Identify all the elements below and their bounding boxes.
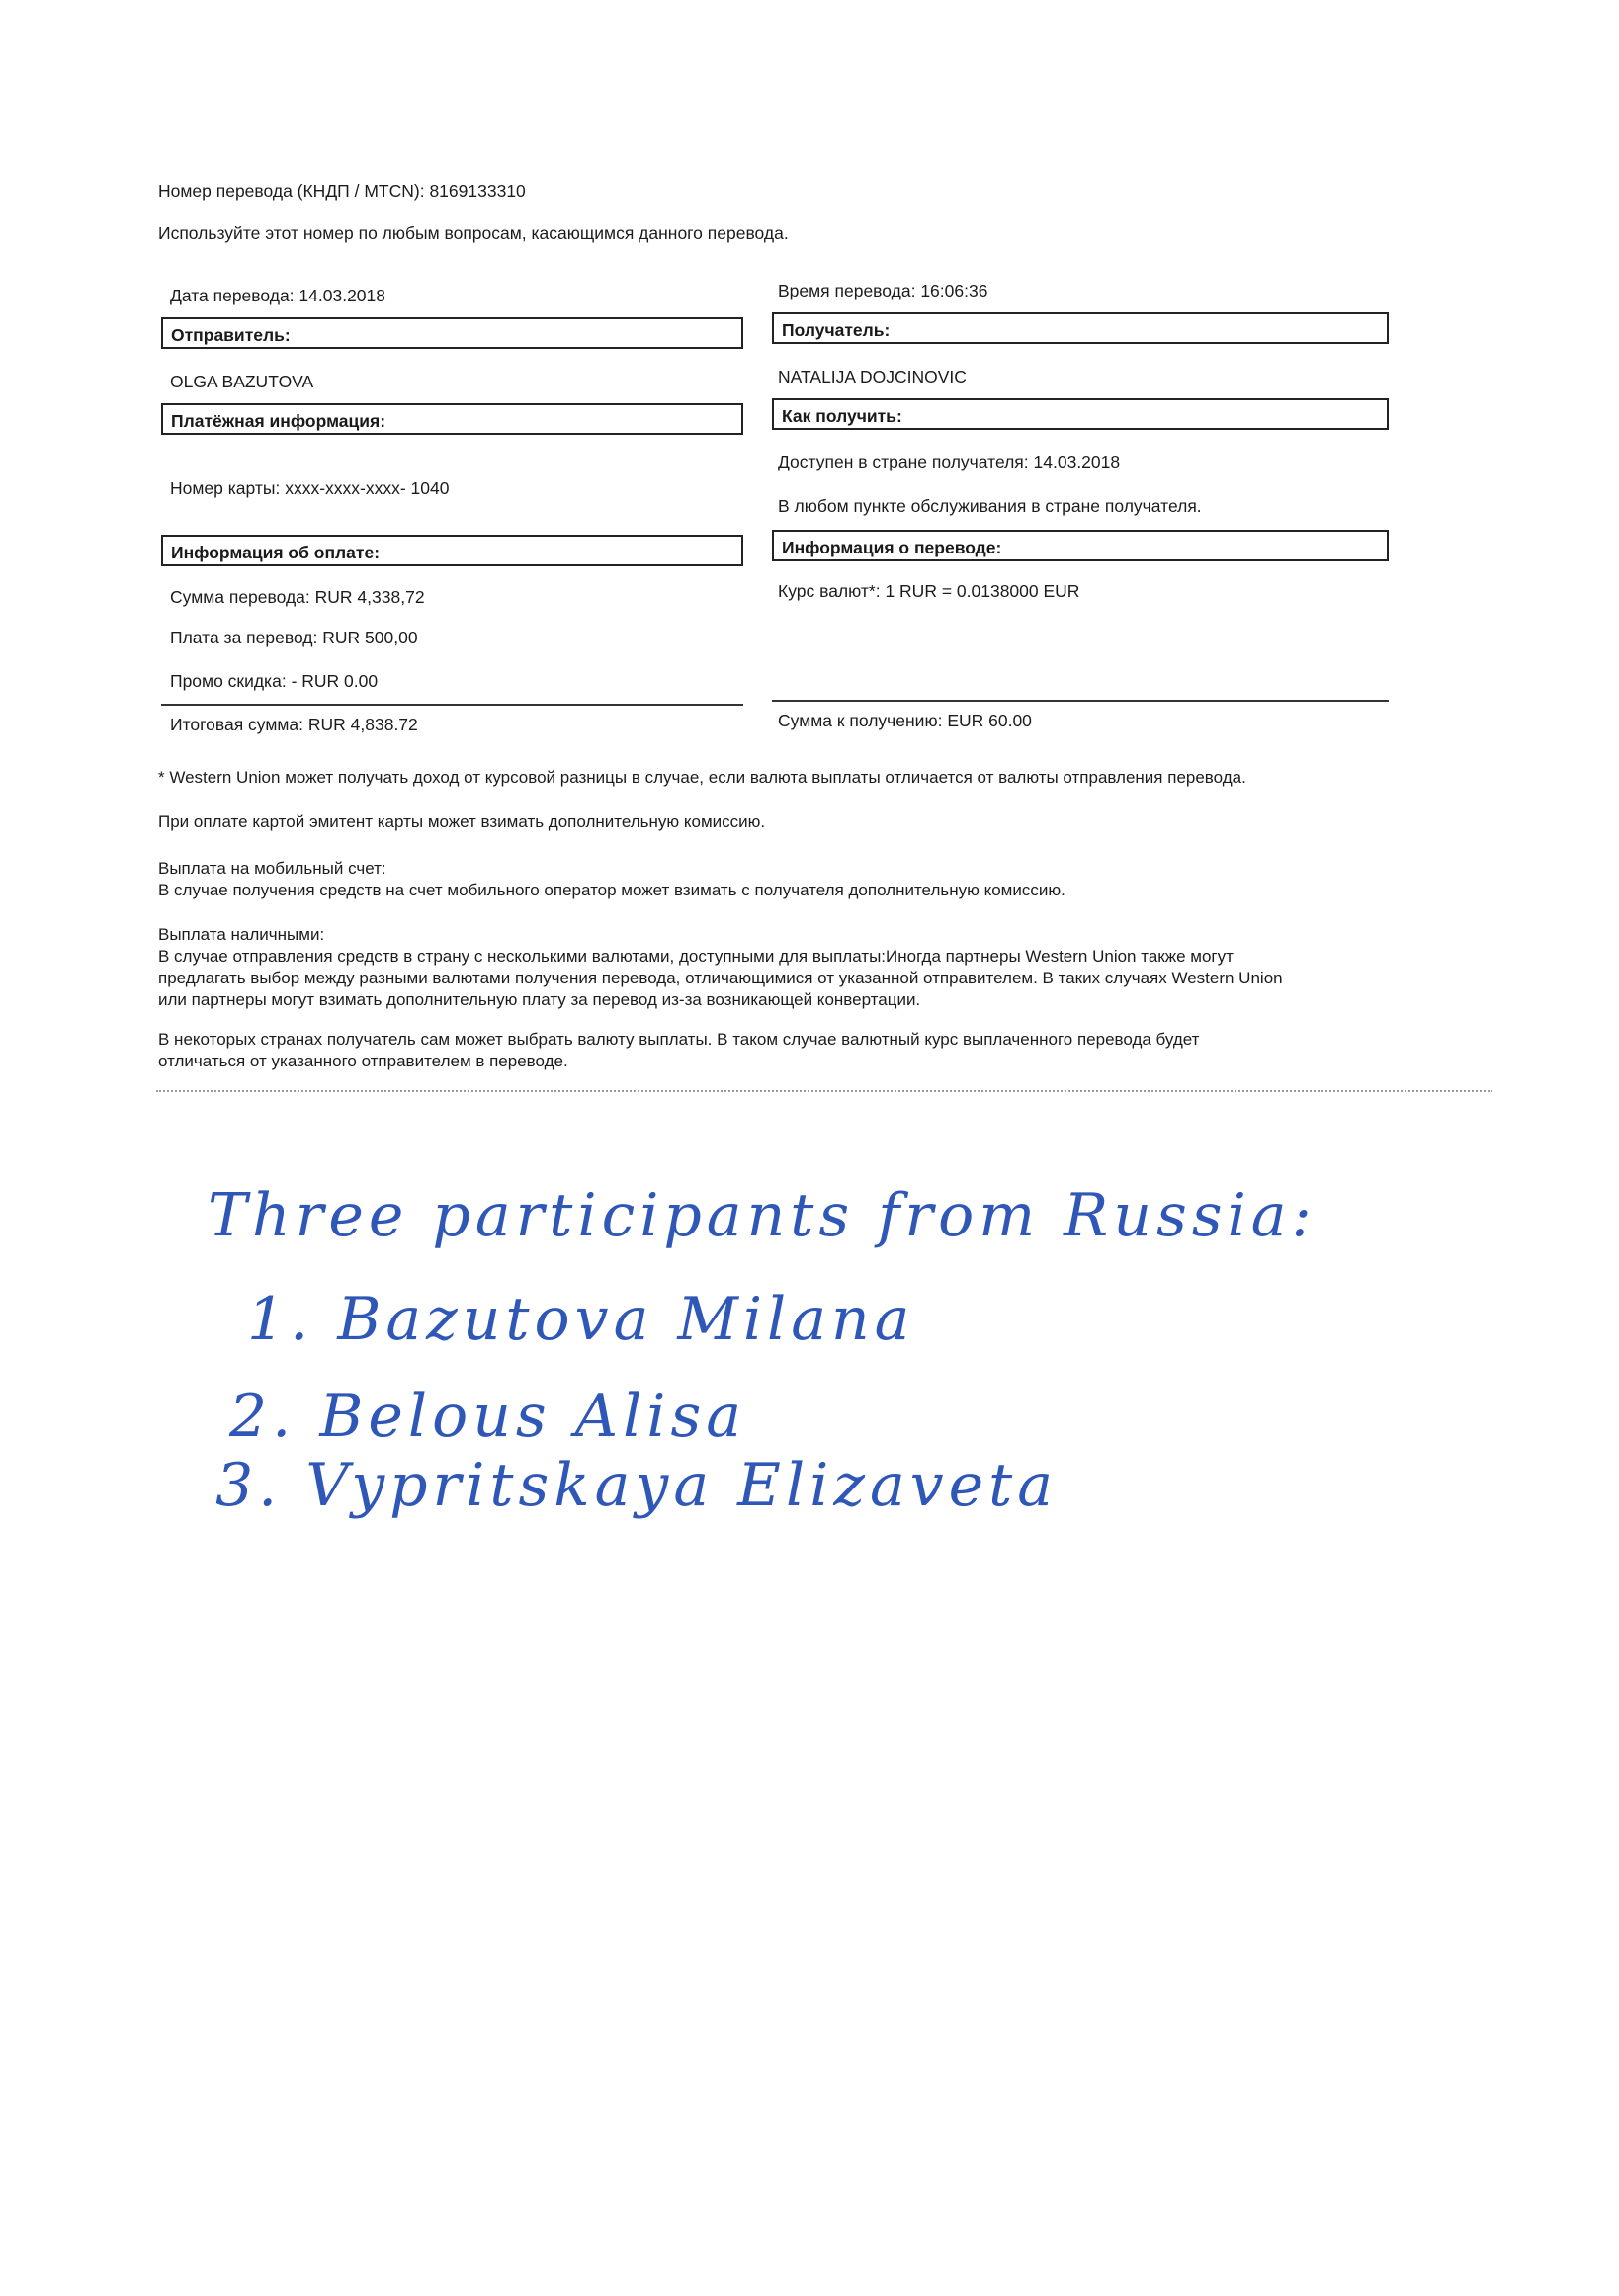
receiver-header: Получатель:	[772, 312, 1389, 344]
rate-label: Курс валют*:	[778, 581, 881, 601]
note-exchange	[158, 767, 1246, 789]
note-card-fee-text: При оплате картой эмитент карты может взимать дополнительную комиссию.	[158, 812, 766, 831]
card-value: xxxx-xxxx-xxxx- 1040	[285, 478, 450, 498]
note-mobile	[158, 858, 1065, 901]
any-service-point: В любом пункте обслуживания в стране получателя.	[778, 496, 1202, 516]
transfer-fee	[170, 628, 418, 648]
available-label: Доступен в стране получателя:	[778, 452, 1029, 471]
promo-discount	[170, 671, 378, 692]
promo-value: - RUR 0.00	[291, 671, 379, 691]
handwritten-participant: 2. Belous Alisa	[229, 1382, 747, 1451]
handwritten-heading: Three participants from Russia:	[208, 1181, 1317, 1250]
promo-label: Промо скидка:	[170, 671, 287, 691]
transfer-time-label: Время перевода:	[778, 281, 916, 300]
card-number	[170, 478, 449, 499]
payment-header: Платёжная информация:	[161, 403, 743, 435]
note-currency-choice	[158, 1029, 1199, 1072]
total-value: RUR 4,838.72	[307, 715, 418, 734]
left-total-rule	[161, 704, 743, 706]
amount-value: RUR 4,338,72	[314, 587, 425, 607]
fee-value: RUR 500,00	[322, 628, 418, 647]
card-label: Номер карты:	[170, 478, 281, 498]
amount-label: Сумма перевода:	[170, 587, 310, 607]
how-to-receive-header: Как получить:	[772, 398, 1389, 430]
note-cash	[158, 924, 1283, 1011]
note-mobile-body: В случае получения средств на счет мобильного оператор может взимать с получателя дополнительную комиссию.	[158, 881, 1065, 899]
transfer-time-value: 16:06:36	[920, 281, 988, 300]
right-total-rule	[772, 700, 1389, 702]
available-value: 14.03.2018	[1033, 452, 1121, 471]
total-label: Итоговая сумма:	[170, 715, 303, 734]
note-cash-line: предлагать выбор между разными валютами получения перевода, отличающимися от указанной отправителем. В таких случаях Western Union	[158, 969, 1283, 987]
receive-value: EUR 60.00	[947, 711, 1032, 730]
amount-to-receive	[778, 711, 1032, 731]
handwritten-participant: 1. Bazutova Milana	[247, 1285, 915, 1354]
note-cash-line: или партнеры могут взимать дополнительную плату за перевод из-за возникающей конвертации.	[158, 990, 921, 1009]
payinfo-header: Информация об оплате:	[161, 535, 743, 566]
transfer-date-value: 14.03.2018	[298, 286, 386, 305]
transfer-amount	[170, 587, 425, 608]
note-card-fee	[158, 811, 765, 833]
rate-value: 1 RUR = 0.0138000 EUR	[885, 581, 1080, 601]
mtcn-label: Номер перевода (КНДП / MTCN):	[158, 181, 425, 201]
transfer-info-header: Информация о переводе:	[772, 530, 1389, 561]
mtcn-line	[158, 181, 526, 202]
mtcn-note: Используйте этот номер по любым вопросам, касающимся данного перевода.	[158, 223, 789, 243]
transfer-time	[778, 281, 987, 301]
transfer-date	[170, 286, 385, 306]
note-currency-line: В некоторых странах получатель сам может выбрать валюту выплаты. В таком случае валютный курс выплаченного перевода будет	[158, 1030, 1200, 1049]
receive-label: Сумма к получению:	[778, 711, 943, 730]
total-sum	[170, 715, 418, 735]
receiver-name: NATALIJA DOJCINOVIC	[778, 367, 967, 386]
fee-label: Плата за перевод:	[170, 628, 318, 647]
sender-name: OLGA BAZUTOVA	[170, 372, 314, 391]
note-exchange-text: * Western Union может получать доход от курсовой разницы в случае, если валюта выплаты отличается от валюты отправления перевода.	[158, 768, 1246, 787]
transfer-date-label: Дата перевода:	[170, 286, 295, 305]
note-mobile-title: Выплата на мобильный счет:	[158, 859, 386, 878]
available-date	[778, 452, 1120, 472]
handwritten-participant: 3. Vypritskaya Elizaveta	[215, 1451, 1059, 1520]
mtcn-value: 8169133310	[429, 181, 526, 201]
note-cash-line: В случае отправления средств в страну с несколькими валютами, доступными для выплаты:Иногда партнеры Western Union также могут	[158, 947, 1234, 966]
sender-header: Отправитель:	[161, 317, 743, 349]
dotted-separator	[156, 1090, 1492, 1092]
note-currency-line: отличаться от указанного отправителем в переводе.	[158, 1052, 568, 1070]
note-cash-title: Выплата наличными:	[158, 925, 325, 944]
exchange-rate	[778, 581, 1079, 602]
